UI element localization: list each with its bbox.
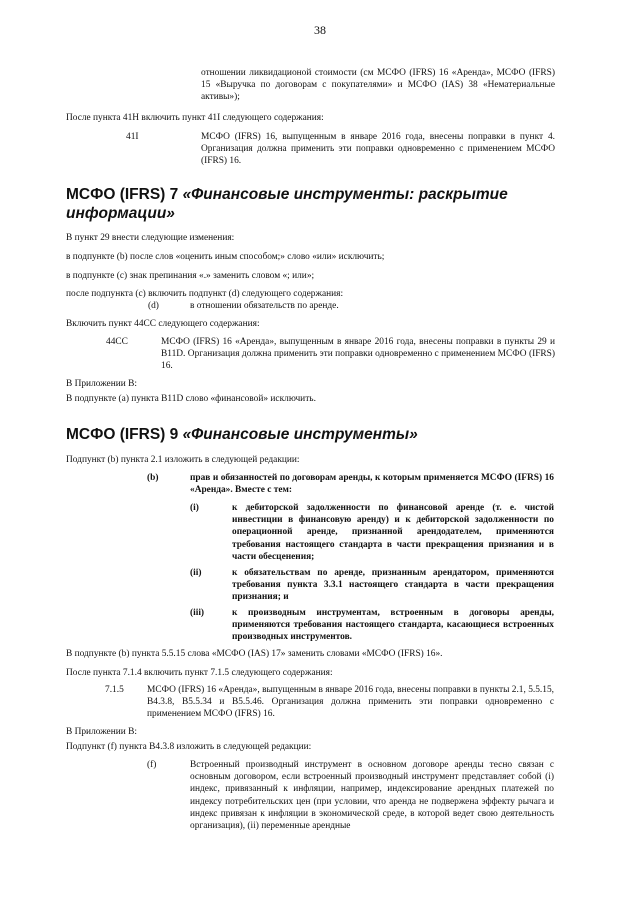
paragraph: в подпункте (с) знак препинания «.» заменить словом «; или»; [66, 271, 315, 281]
paragraph: к дебиторской задолженности по финансовой аренде (т. е. чистой инвестиции в финансовую аренду) и к дебиторской задолженности по операционной аренде, признанной арендодателем, применяются требования настоящего стандарта в части прекращения признания и в части обесценения; [232, 503, 554, 562]
item-number: (iii) [190, 608, 205, 618]
item-number: 41I [126, 132, 139, 142]
paragraph: МСФО (IFRS) 16 «Аренда», выпущенным в январе 2016 года, внесены поправки в пункты 29 и B11D. Организация должна применить эти поправки одновременно с применением МСФО (IFRS) 16. [161, 337, 555, 372]
paragraph: В подпункте (b) пункта 5.5.15 слова «МСФО (IAS) 17» заменить словами «МСФО (IFRS) 16». [66, 649, 443, 659]
paragraph: МСФО (IFRS) 16, выпущенным в январе 2016 года, внесены поправки в пункт 4. Организация должна применить эти поправки одновременно с применением МСФО (IFRS) 16. [201, 132, 555, 167]
item-number: (ii) [190, 568, 202, 578]
paragraph: к производным инструментам, встроенным в договоры аренды, применяются требования настоящего стандарта, касающиеся встроенных производных инструментов. [232, 608, 554, 643]
paragraph: В Приложении В: [66, 379, 137, 389]
paragraph: Подпункт (f) пункта B4.3.8 изложить в следующей редакции: [66, 742, 312, 752]
paragraph: После пункта 7.1.4 включить пункт 7.1.5 следующего содержания: [66, 668, 333, 678]
item-number: (d) [148, 301, 159, 311]
item-number: (f) [147, 760, 157, 770]
paragraph: В подпункте (а) пункта B11D слово «финансовой» исключить. [66, 394, 316, 404]
paragraph: Включить пункт 44СС следующего содержания: [66, 319, 260, 329]
paragraph: В Приложении В: [66, 727, 137, 737]
paragraph: Подпункт (b) пункта 2.1 изложить в следующей редакции: [66, 455, 300, 465]
section-heading: МСФО (IFRS) 9 «Финансовые инструменты» [66, 426, 418, 443]
item-number: (b) [147, 473, 159, 483]
item-number: (i) [190, 503, 199, 513]
paragraph: к обязательствам по аренде, признанным арендатором, применяются требования пункта 3.3.1 настоящего стандарта в части прекращения признания; и [232, 568, 554, 603]
paragraph: в отношении обязательств по аренде. [190, 301, 339, 311]
page-number: 38 [314, 23, 326, 37]
item-number: 7.1.5 [105, 685, 124, 695]
item-number: 44СС [106, 337, 128, 347]
paragraph: отношении ликвидационой стоимости (см МСФО (IFRS) 16 «Аренда», МСФО (IFRS) 15 «Выручка по договорам с покупателями» и МСФО (IAS) 38 «Нематериальные активы»); [201, 68, 555, 103]
paragraph: в подпункте (b) после слов «оценить иным способом;» слово «или» исключить; [66, 252, 385, 262]
paragraph: Встроенный производный инструмент в основном договоре аренды тесно связан с основным договором, если встроенный производный инструмент представляет собой (i) индекс, привязанный к инфляции, например, индексирование арендных платежей по индексу потребительских цен (при условии, что аренда не подвержена эффекту рычага и индекс привязан к инфляции в экономической среде, в которой ведет свою деятельность организация), (ii) переменные арендные [190, 760, 554, 832]
paragraph: МСФО (IFRS) 16 «Аренда», выпущенным в январе 2016 года, внесены поправки в пункты 2.1, 5.5.15, B4.3.8, B5.5.34 и B5.5.46. Организация должна применить эти поправки одновременно с применением МСФО (IFRS) 16. [147, 685, 554, 720]
paragraph: прав и обязанностей по договорам аренды, к которым применяется МСФО (IFRS) 16 «Аренда». Вместе с тем: [190, 473, 554, 496]
paragraph: после подпункта (с) включить подпункт (d) следующего содержания: [66, 289, 344, 299]
paragraph: В пункт 29 внести следующие изменения: [66, 233, 235, 243]
paragraph: После пункта 41Н включить пункт 41I следующего содержания: [66, 113, 324, 123]
section-heading: МСФО (IFRS) 7 «Финансовые инструменты: раскрытие информации» [66, 186, 508, 222]
